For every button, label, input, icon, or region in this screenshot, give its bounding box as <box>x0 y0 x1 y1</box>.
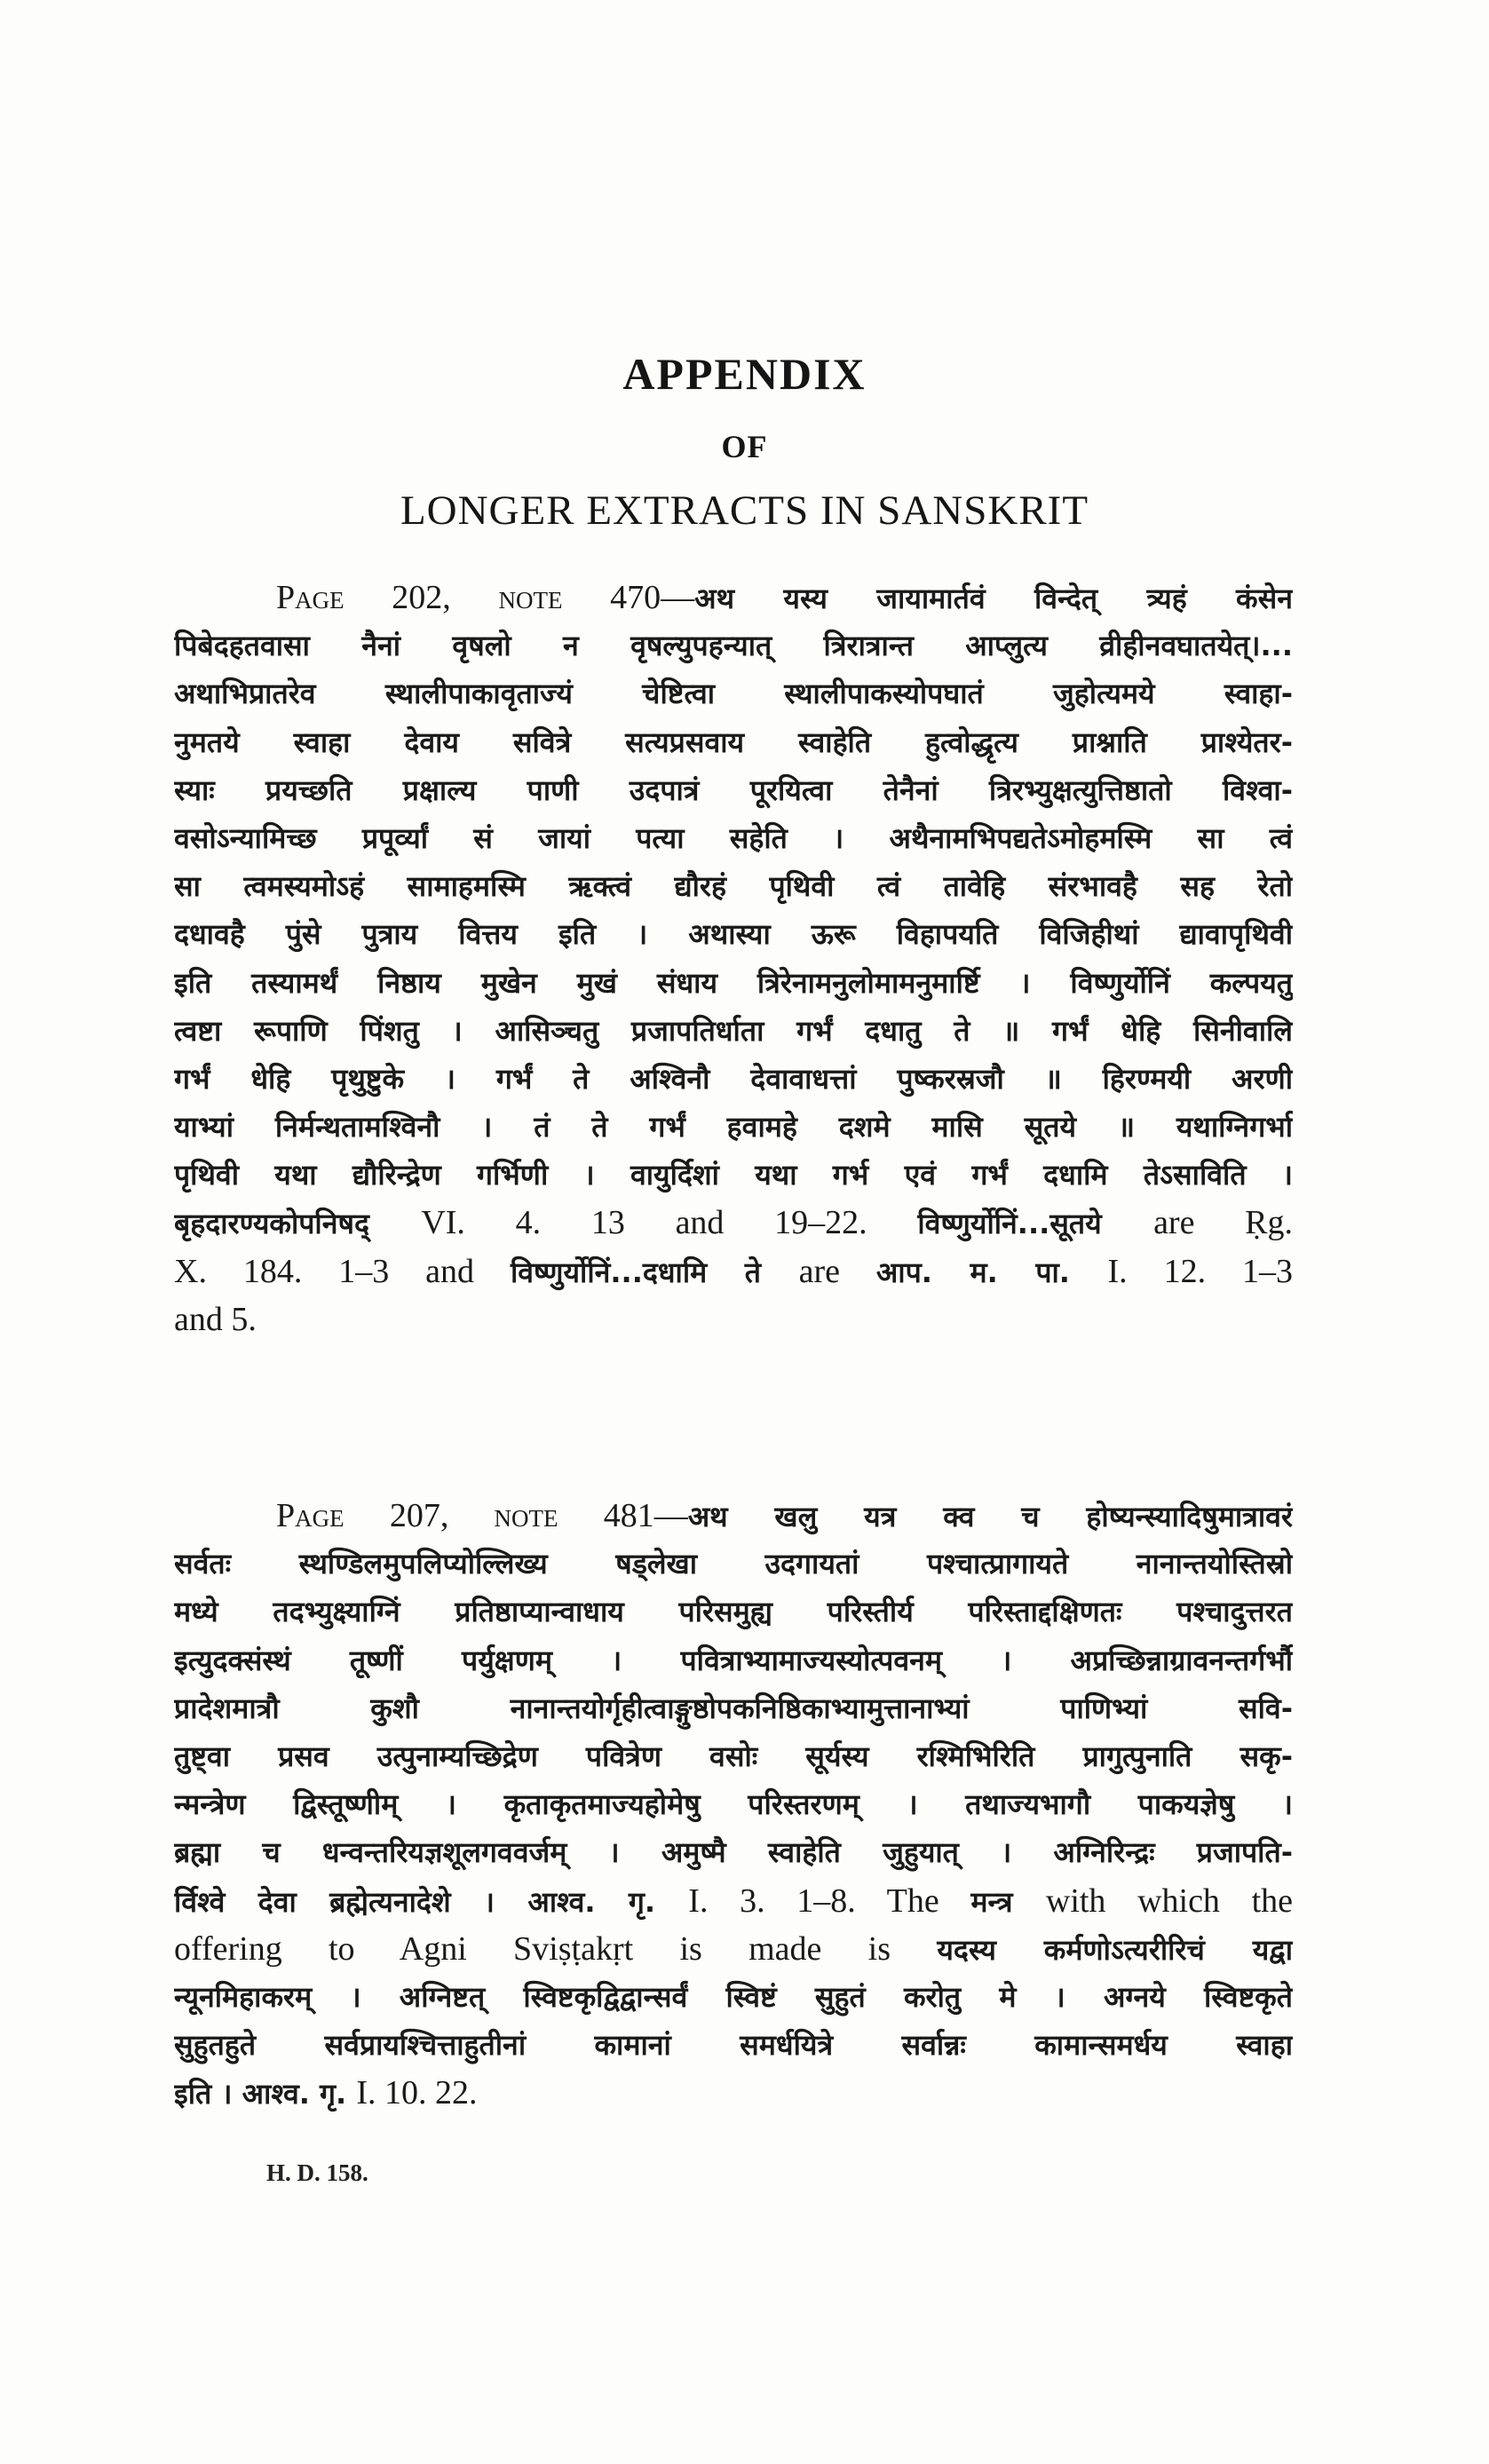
english-text: are <box>798 1252 876 1290</box>
text-line <box>174 910 1293 958</box>
appendix-title: APPENDIX <box>622 349 867 399</box>
sanskrit-text: इति । आश्व. गृ. <box>174 2077 357 2111</box>
sanskrit-text: सा त्वमस्यमोऽहं सामाहमस्मि ऋक्त्वं द्यौरहं पृथिवी त्वं तावेहि संरभावहै सह रेतो <box>174 869 1293 904</box>
sanskrit-text: अथ यस्य जायामार्तवं विन्देत् त्र्यहं कंसेन <box>694 582 1293 615</box>
text-line <box>174 1007 1293 1055</box>
sanskrit-text: गर्भं धेहि पृथुष्टुके । गर्भं ते अश्विनौ देवावाधत्तां पुष्करस्रजौ ॥ हिरण्मयी अरणी <box>174 1061 1293 1096</box>
english-text: are Ṛg. <box>1153 1204 1293 1242</box>
text-line <box>174 862 1293 910</box>
text-line <box>174 1151 1293 1199</box>
sanskrit-text: न्यूनमिहाकरम् । अग्निष्टत् स्विष्टकृद्विद्वान्सर्वं स्विष्टं सुहुतं करोतु मे । अग्नये स्विष्टकृते <box>174 1979 1293 2014</box>
text-line <box>174 1540 1293 1588</box>
sanskrit-text: प्रादेशमात्रौ कुशौ नानान्तयोर्गृहीत्वाङ्गुष्ठोपकनिष्ठिकाभ्यामुत्तानाभ्यां पाणिभ्यां सवि- <box>174 1691 1293 1725</box>
sanskrit-text: सर्वतः स्थण्डिलमुपलिप्योल्लिख्य षड्लेखा उदगायतां पश्चात्प्रागायते नानान्तयोस्तिस्रो <box>174 1547 1293 1581</box>
english-text: I. 3. 1–8. The <box>688 1882 971 1920</box>
sanskrit-text: नुमतये स्वाहा देवाय सवित्रे सत्यप्रसवाय स्वाहेति हुत्वोद्धृत्य प्राश्नाति प्राश्येतर- <box>174 725 1293 759</box>
text-line <box>174 1828 1293 1876</box>
sanskrit-text: तुष्ट्वा प्रसव उत्पुनाम्यच्छिद्रेण पवित्रेण वसोः सूर्यस्य रश्मिभिरिति प्रागुत्पुनाति सकृ- <box>174 1739 1293 1773</box>
text-line <box>174 1248 1293 1295</box>
text-line <box>174 959 1293 1007</box>
text-line <box>174 1055 1293 1103</box>
text-line <box>174 2021 1293 2069</box>
sanskrit-text: पिबेदहतवासा नैनां वृषलो न वृषल्युपहन्यात् त्रिरात्रान्त आप्लुत्य व्रीहीनवघातयेत्।... <box>174 629 1293 663</box>
text-line <box>174 1973 1293 2021</box>
text-line <box>174 2069 1293 2117</box>
text-line <box>174 1925 1293 1973</box>
sanskrit-text: अथ खलु यत्र क्व च होष्यन्स्यादिषुमात्रावरं <box>687 1500 1293 1533</box>
english-text: I. 10. 22. <box>356 2074 478 2112</box>
sanskrit-text: आप. म. पा. <box>875 1255 1108 1289</box>
text-line <box>174 669 1293 717</box>
sanskrit-text: याभ्यां निर्मन्थतामश्विनौ । तं ते गर्भं हवामहे दशमे मासि सूतये ॥ यथाग्निगर्भा <box>174 1110 1293 1145</box>
english-text: offering to Agni Sviṣṭakṛt is made is <box>174 1929 938 1968</box>
text-line <box>174 1103 1293 1151</box>
english-text: Page 207, note 481— <box>276 1497 688 1534</box>
sanskrit-text: ब्रह्मा च धन्वन्तरियज्ञशूलगववर्जम् । अमुष्मै स्वाहेति जुहुयात् । अग्निरिन्द्रः प्रजापति- <box>174 1835 1293 1870</box>
sanskrit-text: त्वष्टा रूपाणि पिंशतु । आसिञ्चतु प्रजापतिर्धाता गर्भं दधातु ते ॥ गर्भं धेहि सिनीवालि <box>174 1013 1293 1048</box>
sanskrit-text: र्विश्वे देवा ब्रह्मेत्यनादेशे । आश्व. गृ. <box>174 1884 689 1919</box>
english-text: VI. 4. 13 and 19–22. <box>421 1204 918 1242</box>
sanskrit-text: दधावहै पुंसे पुत्राय वित्तय इति । अथास्या ऊरू विहापयति विजिहीथां द्यावापृथिवी <box>174 917 1293 952</box>
text-line <box>174 1295 1293 1343</box>
sanskrit-text: वसोऽन्यामिच्छ प्रपूर्व्यां सं जायां पत्या सहेति । अथैनामभिपद्यतेऽमोहमस्मि सा त्वं <box>174 820 1293 855</box>
appendix-of: OF <box>721 429 768 464</box>
text-line <box>174 1199 1293 1247</box>
sanskrit-text: बृहदारण्यकोपनिषद् <box>174 1207 422 1241</box>
english-text: X. 184. 1–3 and <box>174 1252 511 1290</box>
sanskrit-text: इति तस्यामर्थं निष्ठाय मुखेन मुखं संधाय त्रिरेनामनुलोमामनुमार्ष्टि । विष्णुर्योनिं कल्पयतु <box>174 965 1293 1000</box>
text-line <box>174 814 1293 862</box>
sanskrit-text: इत्युदक्संस्थं तूष्णीं पर्युक्षणम् । पवित्राभ्यामाज्यस्योत्पवनम् । अप्रच्छिन्नाग्रावनन्तर्गर्भौ <box>174 1643 1293 1677</box>
english-text: Page 202, note 470— <box>276 579 695 616</box>
english-text: with which the <box>1045 1882 1293 1920</box>
sanskrit-text: विष्णुर्योनिं...सूतये <box>917 1207 1154 1241</box>
paragraph-page-202-note-470 <box>174 574 1293 1343</box>
text-line <box>174 574 1293 622</box>
sanskrit-text: पृथिवी यथा द्यौरिन्द्रेण गर्भिणी । वायुर्दिशां यथा गर्भ एवं गर्भं दधामि तेऽसाविति । <box>174 1158 1293 1192</box>
text-line <box>174 1684 1293 1732</box>
text-line <box>174 718 1293 766</box>
text-line <box>174 1732 1293 1780</box>
text-line <box>174 1636 1293 1684</box>
paragraph-page-207-note-481 <box>174 1492 1293 2117</box>
sanskrit-text: विष्णुर्योनिं...दधामि ते <box>510 1255 799 1289</box>
text-line <box>174 1877 1293 1925</box>
text-line <box>174 622 1293 669</box>
sanskrit-text: सुहुतहुते सर्वप्रायश्चित्ताहुतीनां कामानां समर्धयित्रे सर्वान्नः कामान्समर्धय स्वाहा <box>174 2028 1293 2063</box>
sanskrit-text: मन्त्र <box>970 1884 1046 1919</box>
text-line <box>174 1588 1293 1636</box>
text-line <box>174 1492 1293 1540</box>
text-line <box>174 1780 1293 1828</box>
english-text: and 5. <box>174 1300 257 1338</box>
sanskrit-text: स्याः प्रयच्छति प्रक्षाल्य पाणी उदपात्रं पूरयित्वा तेनैनां त्रिरभ्युक्षत्युत्तिष्ठातो विश्वा- <box>174 772 1293 807</box>
sanskrit-text: अथाभिप्रातरेव स्थालीपाकावृताज्यं चेष्टित्वा स्थालीपाकस्योपघातं जुहोत्यमये स्वाहा- <box>174 677 1293 711</box>
sanskrit-text: न्मन्त्रेण द्विस्तूष्णीम् । कृताकृतमाज्यहोमेषु परिस्तरणम् । तथाज्यभागौ पाकयज्ञेषु । <box>174 1787 1293 1822</box>
sanskrit-text: मध्ये तदभ्युक्ष्याग्निं प्रतिष्ठाप्यान्वाधाय परिसमुह्य परिस्तीर्य परिस्ताद्दक्षिणतः पश्चादुत्तरत <box>174 1595 1293 1629</box>
appendix-subtitle: LONGER EXTRACTS IN SANSKRIT <box>400 487 1089 534</box>
english-text: I. 12. 1–3 <box>1107 1252 1293 1290</box>
text-line <box>174 766 1293 814</box>
sanskrit-text: यदस्य कर्मणोऽत्यरीरिचं यद्वा <box>937 1932 1293 1967</box>
signature-footnote: H. D. 158. <box>266 2159 368 2186</box>
